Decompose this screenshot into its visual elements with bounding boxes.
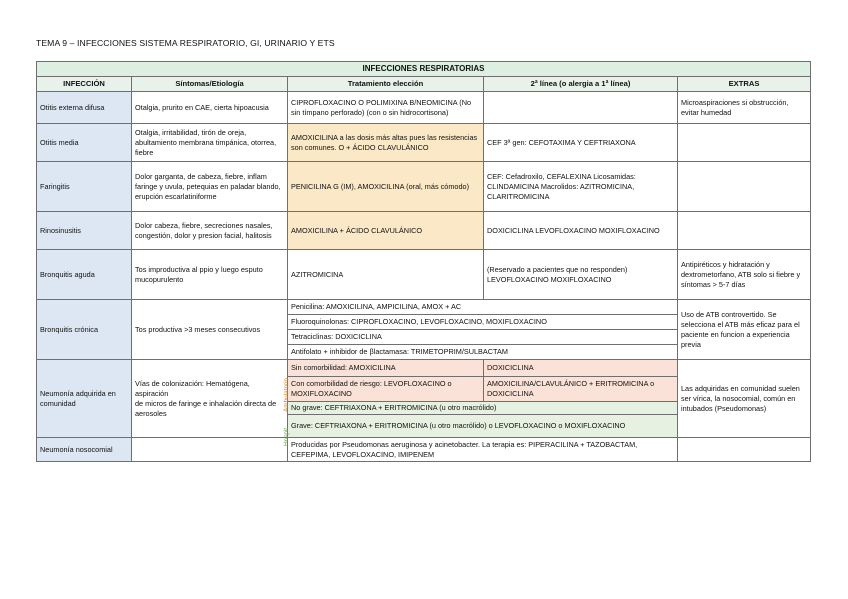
table-row	[37, 438, 811, 462]
symptoms-cell: Tos productiva >3 meses consecutivos	[132, 300, 288, 360]
extras-cell	[678, 438, 811, 462]
treatment-cell: Antifolato + inhibidor de βlactamasa: TRIMETOPRIM/SULBACTAM	[288, 345, 678, 360]
treatment-cell: AZITROMICINA	[288, 250, 484, 300]
symptoms-cell: Otalgia, prurito en CAE, cierta hipoacusia	[132, 92, 288, 124]
extras-cell	[678, 124, 811, 162]
infection-name: Bronquitis crónica	[37, 300, 132, 360]
symptoms-cell: Tos improductiva al ppio y luego esputo mucopurulento	[132, 250, 288, 300]
table-row	[37, 124, 811, 162]
header-extras: EXTRAS	[678, 77, 811, 92]
table-banner-row	[37, 62, 811, 77]
table-header-row	[37, 77, 811, 92]
second-line-cell: DOXICICLINA	[484, 360, 678, 377]
treatment-cell: PENICILINA G (IM), AMOXICILINA (oral, más cómodo)	[288, 162, 484, 212]
table-row	[37, 92, 811, 124]
table-banner: INFECCIONES RESPIRATORIAS	[37, 62, 811, 77]
table-row	[37, 300, 811, 315]
extras-cell: Microaspiraciones si obstrucción, evitar humedad	[678, 92, 811, 124]
treatment-cell: Penicilina: AMOXICILINA, AMPICILINA, AMOX + AC	[288, 300, 678, 315]
hospital-tag: Hospit	[283, 427, 290, 446]
infections-table	[36, 61, 811, 462]
symptoms-cell: Dolor garganta, de cabeza, fiebre, inflam faringe y uvula, petequias en paladar blando, erupción escarlatiniforme	[132, 162, 288, 212]
treatment-cell: Con comorbilidad de riesgo: LEVOFLOXACINO o MOXIFLOXACINO	[288, 377, 484, 402]
second-line-cell: AMOXICILINA/CLAVULÁNICO + ERITROMICINA o DOXICICLINA	[484, 377, 678, 402]
extras-cell: Las adquiridas en comunidad suelen ser vírica, la nosocomial, común en intubados (Pseudomonas)	[678, 360, 811, 438]
treatment-cell: Tetraciclinas: DOXICICLINA	[288, 330, 678, 345]
header-sintomas: Síntomas/Etiología	[132, 77, 288, 92]
infection-name: Neumonía nosocomial	[37, 438, 132, 462]
table-row	[37, 212, 811, 250]
second-line-cell: CEF 3ª gen: CEFOTAXIMA Y CEFTRIAXONA	[484, 124, 678, 162]
table-row	[37, 250, 811, 300]
treatment-cell: Sin comorbilidad: AMOXICILINA	[288, 360, 484, 377]
ambulatorio-tag: Ambulatorio	[283, 377, 290, 412]
second-line-cell	[484, 92, 678, 124]
second-line-cell: (Reservado a pacientes que no responden) LEVOFLOXACINO MOXIFLOXACINO	[484, 250, 678, 300]
symptoms-cell: Otalgia, irritabilidad, tirón de oreja, abultamiento membrana timpánica, otorrea, fiebre	[132, 124, 288, 162]
treatment-cell: Grave: CEFTRIAXONA + ERITROMICINA (u otro macrólido) o LEVOFLOXACINO o MOXIFLOXACINO	[288, 415, 678, 438]
table-row	[37, 360, 811, 377]
second-line-cell: DOXICICLINA LEVOFLOXACINO MOXIFLOXACINO	[484, 212, 678, 250]
symptoms-cell	[132, 438, 288, 462]
infection-name: Neumonía adquirida en comunidad	[37, 360, 132, 438]
treatment-cell: AMOXICILINA + ÁCIDO CLAVULÁNICO	[288, 212, 484, 250]
infection-name: Bronquitis aguda	[37, 250, 132, 300]
header-infeccion: INFECCIÓN	[37, 77, 132, 92]
header-segunda-linea: 2ª línea (o alergia a 1ª línea)	[484, 77, 678, 92]
infection-name: Otitis media	[37, 124, 132, 162]
extras-cell: Uso de ATB controvertido. Se selecciona el ATB más eficaz para el paciente en funcion a experiencia previa	[678, 300, 811, 360]
treatment-cell: AMOXICILINA a las dosis más altas pues las resistencias son comunes. O + ÁCIDO CLAVULÁNICO	[288, 124, 484, 162]
treatment-cell: Fluoroquinolonas: CIPROFLOXACINO, LEVOFLOXACINO, MOXIFLOXACINO	[288, 315, 678, 330]
infection-name: Faringitis	[37, 162, 132, 212]
header-tratamiento: Tratamiento elección	[288, 77, 484, 92]
extras-cell: Antipiréticos y hidratación y dextrometorfano, ATB solo si fiebre y síntomas > 5-7 días	[678, 250, 811, 300]
treatment-cell: Producidas por Pseudomonas aeruginosa y acinetobacter. La terapia es: PIPERACILINA + TAZOBACTAM, CEFEPIMA, LEVOFLOXACINO, IMIPENEM	[288, 438, 678, 462]
document-title: TEMA 9 – INFECCIONES SISTEMA RESPIRATORIO, GI, URINARIO Y ETS	[36, 38, 335, 48]
extras-cell	[678, 212, 811, 250]
symptoms-cell: Dolor cabeza, fiebre, secreciones nasales, congestión, dolor y presion facial, halitosis	[132, 212, 288, 250]
extras-cell	[678, 162, 811, 212]
symptoms-line: Vías de colonización: Hematógena, aspiración	[135, 378, 250, 398]
treatment-cell: CIPROFLOXACINO O POLIMIXINA B/NEOMICINA (No sin tímpano perforado) (con o sin hidrocortisona)	[288, 92, 484, 124]
treatment-cell: No grave: CEFTRIAXONA + ERITROMICINA (u otro macrólido)	[288, 402, 678, 415]
second-line-cell: CEF: Cefadroxilo, CEFALEXINA Licosamidas: CLINDAMICINA Macrolidos: AZITROMICINA, CLARITROMICINA	[484, 162, 678, 212]
infection-name: Rinosinusitis	[37, 212, 132, 250]
table-row	[37, 162, 811, 212]
infection-name: Otitis externa difusa	[37, 92, 132, 124]
symptoms-line: de micros de faringe e inhalación directa de aerosoles	[135, 398, 277, 418]
symptoms-cell	[132, 360, 288, 438]
